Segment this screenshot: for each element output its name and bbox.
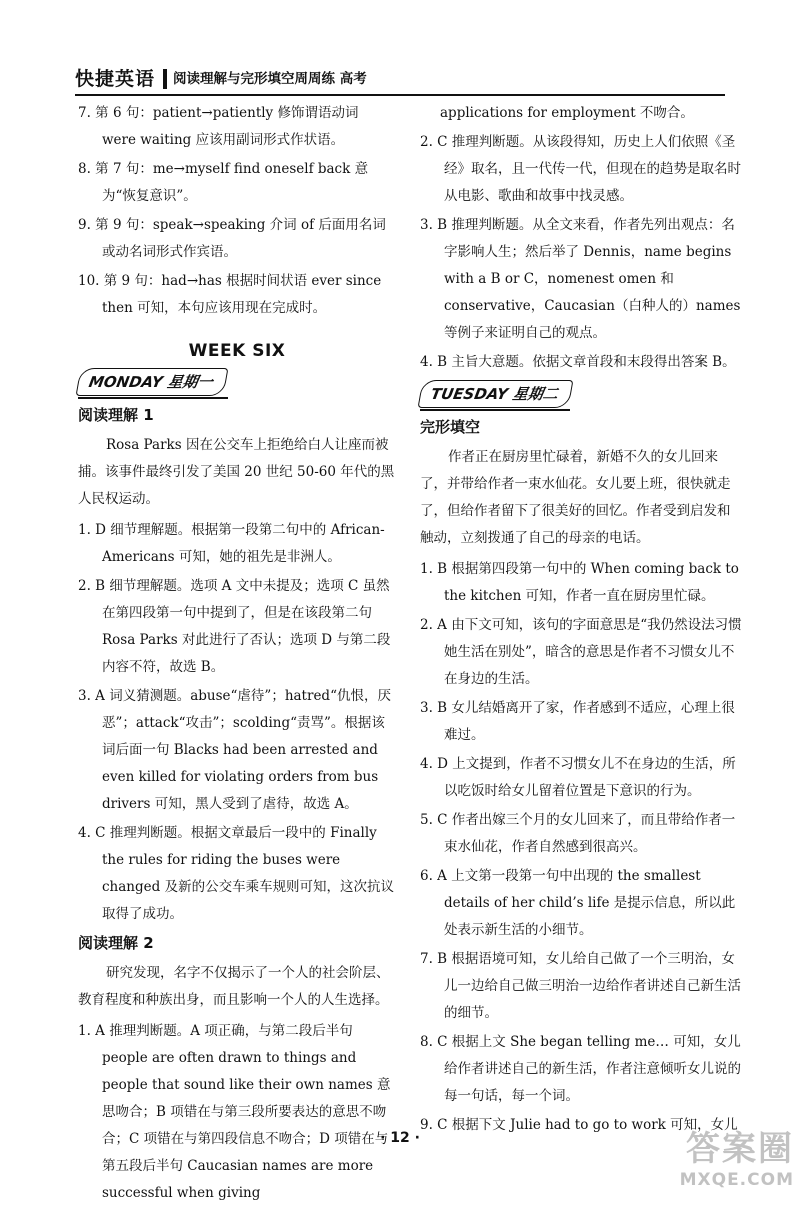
book-logo: 快捷英语: [75, 68, 156, 90]
answer-item: 1. A 推理判断题。A 项正确，与第二段后半句 people are often drawn to things and people that sound like their own names 意思吻合；B 项错在与第三段所要表达的意思不吻合；C 项错在与第四段信息不吻合；D 项错在与第五段后半句 Caucasian names are more successful when giving: [78, 1023, 391, 1201]
answer-item: 4. B 主旨大意题。依据文章首段和末段得出答案 B。: [420, 354, 736, 370]
answer-item-continued: applications for employment 不吻合。: [440, 105, 694, 121]
answer-item: 8. C 根据上文 She began telling me… 可知，女儿给作者讲述自己的新生活，作者注意倾听女儿说的每一句话，每一个词。: [420, 1034, 741, 1104]
section-heading: 阅读理解 2: [78, 934, 154, 952]
site-watermark: [654, 1128, 794, 1194]
answer-item: 2. A 由下文可知，该句的字面意思是“我仍然设法习惯她生活在别处”，暗含的意思是作者不习惯女儿不在身边的生活。: [420, 617, 742, 687]
header-divider-bar: [163, 69, 167, 89]
header-rule: [75, 94, 725, 96]
page-header: [75, 66, 755, 92]
watermark-url: MXQE.COM: [679, 1170, 794, 1190]
day-underline: [420, 409, 570, 411]
book-subtitle: 阅读理解与完形填空周周练 高考: [173, 71, 367, 87]
answer-item: 2. C 推理判断题。从该段得知，历史上人们依照《圣经》取名，且一代传一代，但现在的趋势是取名时从电影、歌曲和故事中找灵感。: [420, 134, 741, 204]
section-heading: 阅读理解 1: [78, 406, 154, 424]
day-underline: [78, 397, 228, 399]
answer-item: 4. D 上文提到，作者不习惯女儿不在身边的生活，所以吃饭时给女儿留着位置是下意识的行为。: [420, 756, 736, 799]
week-title: WEEK SIX: [188, 341, 286, 361]
day-banner: [420, 378, 742, 412]
page-number: · 12 ·: [380, 1130, 420, 1146]
answer-item: 9. 第 9 句：speak→speaking 介词 of 后面用名词或动名词形式作宾语。: [78, 217, 386, 260]
answer-item: 3. B 推理判断题。从全文来看，作者先列出观点：名字影响人生；然后举了 Dennis，name begins with a B or C，nomenest omen 和 conservative，Caucasian（白种人的）names 等例子来证明自己的观点。: [420, 217, 741, 341]
watermark-logo-text: 答案圈: [686, 1129, 794, 1169]
answer-item: 3. A 词义猜测题。abuse“虐待”；hatred“仇恨，厌恶”；attack“攻击”；scolding“责骂”。根据该词后面一句 Blacks had been arrested and even killed for violating orders from bus drivers 可知，黑人受到了虐待，故选 A。: [78, 688, 391, 812]
day-banner: [78, 366, 396, 400]
section-intro: Rosa Parks 因在公交车上拒绝给白人让座而被捕。该事件最终引发了美国 20 世纪 50-60 年代的黑人民权运动。: [78, 437, 395, 507]
answer-item: 8. 第 7 句：me→myself find oneself back 意为“恢复意识”。: [78, 161, 369, 204]
answer-item: 7. 第 6 句：patient→patiently 修饰谓语动词 were waiting 应该用副词形式作状语。: [78, 105, 359, 148]
section-intro: 作者正在厨房里忙碌着，新婚不久的女儿回来了，并带给作者一束水仙花。女儿要上班，很快就走了，但给作者留下了很美好的回忆。作者受到启发和触动，立刻拨通了自己的母亲的电话。: [420, 449, 731, 546]
answer-item: 4. C 推理判断题。根据文章最后一段中的 Finally the rules for riding the buses were changed 及新的公交车乘车规则可知，这次抗议取得了成功。: [78, 825, 395, 922]
answer-item: 10. 第 9 句：had→has 根据时间状语 ever since then 可知，本句应该用现在完成时。: [78, 273, 382, 316]
answer-item: 7. B 根据语境可知，女儿给自己做了一个三明治，女儿一边给自己做三明治一边给作者讲述自己新生活的细节。: [420, 951, 741, 1021]
section-intro: 研究发现，名字不仅揭示了一个人的社会阶层、教育程度和种族出身，而且影响一个人的人生选择。: [78, 965, 390, 1008]
section-heading: 完形填空: [420, 418, 481, 436]
day-label: MONDAY 星期一: [76, 368, 229, 396]
answer-item: 6. A 上文第一段第一句中出现的 the smallest details of her child’s life 是提示信息，所以此处表示新生活的小细节。: [420, 868, 736, 938]
answer-item: 3. B 女儿结婚离开了家，作者感到不适应，心理上很难过。: [420, 700, 735, 743]
day-label: TUESDAY 星期二: [418, 380, 574, 408]
answer-item: 5. C 作者出嫁三个月的女儿回来了，而且带给作者一束水仙花，作者自然感到很高兴。: [420, 812, 736, 855]
answer-item: 2. B 细节理解题。选项 A 文中未提及；选项 C 虽然在第四段第一句中提到了，但是在该段第二句 Rosa Parks 对此进行了否认；选项 D 与第二段内容不符，故选 B。: [78, 578, 391, 675]
answer-item: 9. C 根据下文 Julie had to go to work 可知，女儿: [420, 1117, 738, 1133]
answer-item: 1. D 细节理解题。根据第一段第二句中的 African-Americans 可知，她的祖先是非洲人。: [78, 522, 385, 565]
left-column: [78, 100, 396, 1209]
right-column: [420, 100, 742, 1141]
answer-item: 1. B 根据第四段第一句中的 When coming back to the kitchen 可知，作者一直在厨房里忙碌。: [420, 561, 739, 604]
